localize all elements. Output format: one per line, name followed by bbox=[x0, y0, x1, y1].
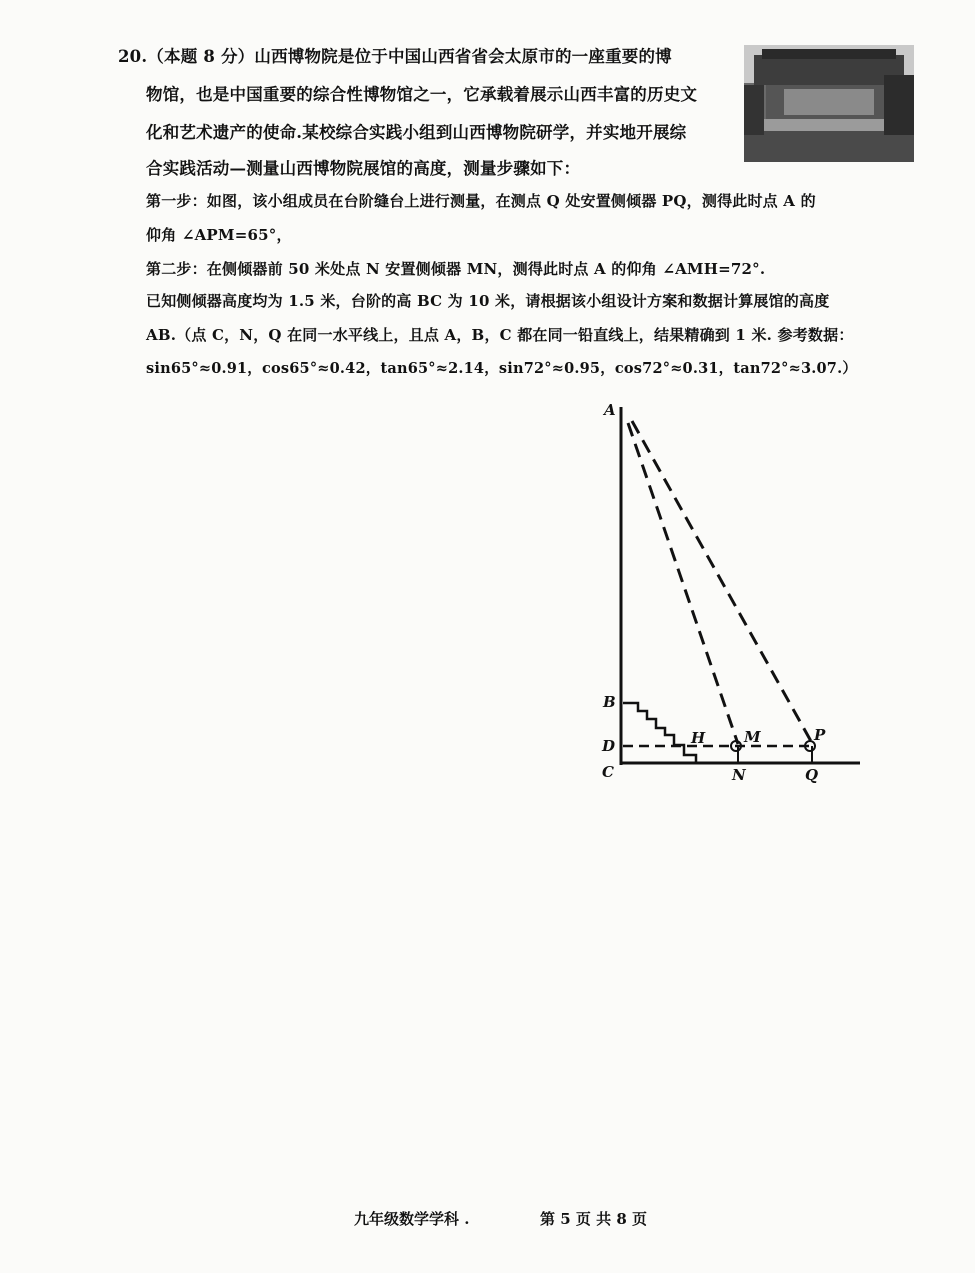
label-a: A bbox=[604, 401, 616, 419]
label-h: H bbox=[691, 729, 706, 747]
problem-line-9: AB.（点 C，N，Q 在同一水平线上，且点 A，B，C 都在同一铅直线上，结果精确到 1 米. 参考数据： bbox=[146, 326, 854, 344]
problem-line-8: 已知侧倾器高度均为 1.5 米，台阶的高 BC 为 10 米，请根据该小组设计方案和数据计算展馆的高度 bbox=[146, 292, 830, 310]
problem-line-6: 仰角 ∠APM=65°， bbox=[146, 226, 292, 244]
footer-page-number: 第 5 页 共 8 页 bbox=[540, 1210, 647, 1228]
label-n: N bbox=[732, 766, 746, 784]
geometry-figure bbox=[590, 395, 870, 790]
problem-line-7: 第二步：在侧倾器前 50 米处点 N 安置侧倾器 MN，测得此时点 A 的仰角 ∠AMH=72°. bbox=[146, 260, 766, 278]
label-p: P bbox=[814, 726, 826, 744]
problem-line-2: 物馆，也是中国重要的综合性博物馆之一，它承载着展示山西丰富的历史文 bbox=[146, 85, 698, 104]
label-b: B bbox=[603, 693, 616, 711]
problem-line-3: 化和艺术遗产的使命.某校综合实践小组到山西博物院研学，并实地开展综 bbox=[146, 123, 687, 142]
museum-photo bbox=[744, 45, 914, 162]
steps bbox=[623, 703, 696, 763]
problem-line-10: sin65°≈0.91，cos65°≈0.42，tan65°≈2.14，sin72°≈0.95，cos72°≈0.31，tan72°≈3.07.） bbox=[146, 360, 858, 377]
footer-subject: 九年级数学学科 . bbox=[354, 1210, 470, 1228]
label-d: D bbox=[602, 737, 616, 755]
label-c: C bbox=[602, 763, 614, 781]
label-q: Q bbox=[805, 766, 819, 784]
problem-line-5: 第一步：如图，该小组成员在台阶缝台上进行测量，在测点 Q 处安置侧倾器 PQ，测得此时点 A 的 bbox=[146, 192, 816, 210]
label-m: M bbox=[744, 728, 761, 746]
problem-line-4: 合实践活动—测量山西博物院展馆的高度，测量步骤如下： bbox=[146, 159, 581, 178]
problem-line-1: 20.（本题 8 分）山西博物院是位于中国山西省省会太原市的一座重要的博 bbox=[118, 47, 672, 66]
